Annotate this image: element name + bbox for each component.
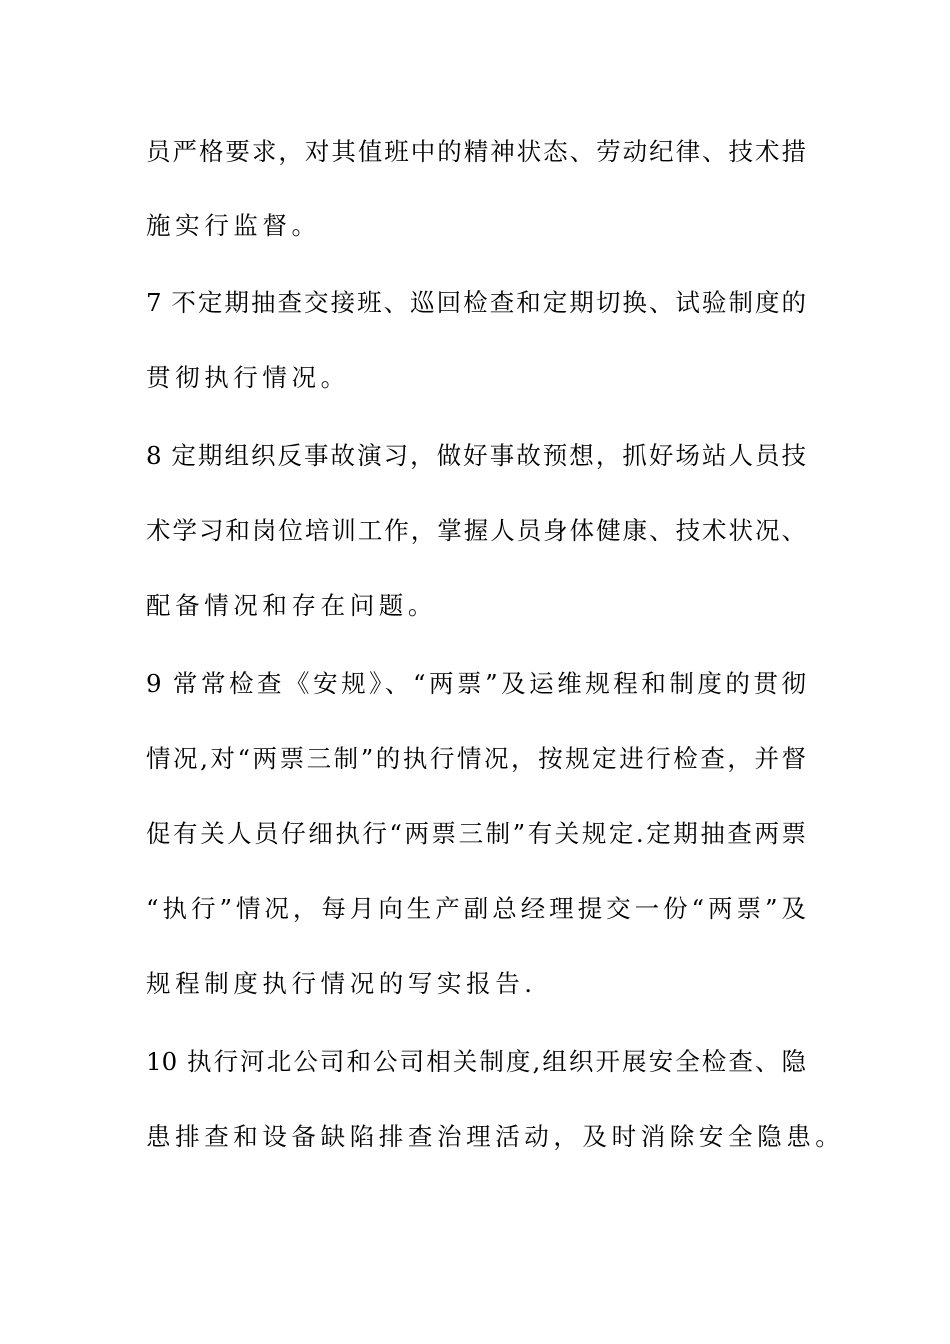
paragraph-line: 7 不定期抽查交接班、巡回检查和定期切换、试验制度的 — [146, 288, 806, 317]
paragraph-line: 促有关人员仔细执行“两票三制”有关规定.定期抽查两票 — [146, 819, 806, 848]
paragraph-line: 患排查和设备缺陷排查治理活动，及时消除安全隐患。 — [146, 1122, 845, 1151]
paragraph-line: “执行”情况，每月向生产副总经理提交一份“两票”及 — [146, 894, 806, 923]
paragraph-line: 情况,对“两票三制”的执行情况，按规定进行检查，并督 — [146, 744, 806, 773]
paragraph-line: 贯彻执行情况。 — [146, 363, 350, 392]
paragraph-line: 10 执行河北公司和公司相关制度,组织开展安全检查、隐 — [146, 1047, 806, 1076]
paragraph-line: 9 常常检查《安规》、“两票”及运维规程和制度的贯彻 — [146, 669, 806, 698]
paragraph-line: 规程制度执行情况的写实报告. — [146, 969, 537, 998]
paragraph-line: 施实行监督。 — [146, 211, 321, 240]
paragraph-line: 8 定期组织反事故演习，做好事故预想，抓好场站人员技 — [146, 441, 806, 470]
paragraph-line: 员严格要求，对其值班中的精神状态、劳动纪律、技术措 — [146, 137, 806, 166]
paragraph-line: 配备情况和存在问题。 — [146, 591, 437, 620]
paragraph-line: 术学习和岗位培训工作，掌握人员身体健康、技术状况、 — [146, 516, 806, 545]
